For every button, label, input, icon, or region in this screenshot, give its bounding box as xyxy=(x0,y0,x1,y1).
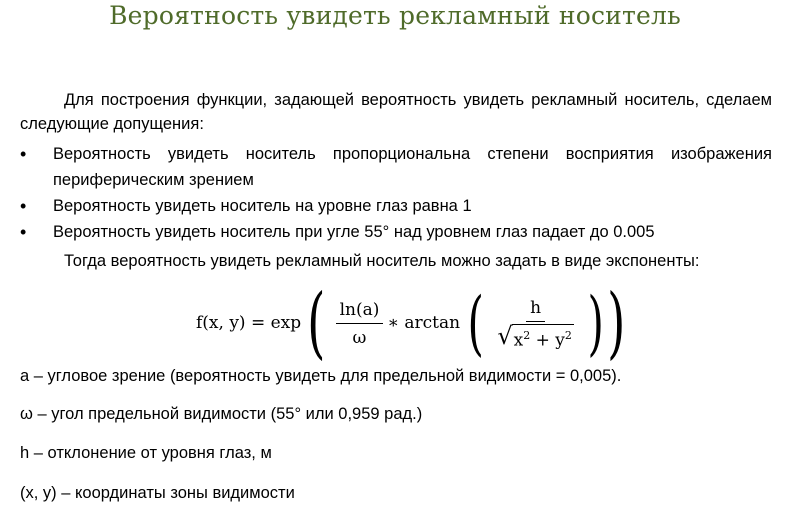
probability-formula xyxy=(196,278,632,368)
formula-paren-close: ) xyxy=(607,278,626,368)
formula-fraction-ln xyxy=(336,297,384,350)
assumptions-list xyxy=(20,141,772,245)
definition-a: a – угловое зрение (вероятность увидеть для предельной видимости = 0,005). xyxy=(20,367,622,385)
intro-paragraph: Для построения функции, задающей вероятность увидеть рекламный носитель, сделаем следующие допущения: xyxy=(20,91,772,133)
formula-denominator: ω xyxy=(352,327,367,348)
page-title: Вероятность увидеть рекламный носитель xyxy=(109,1,681,30)
list-item: • Вероятность увидеть носитель на уровне глаз равна 1 xyxy=(20,193,772,219)
definition-omega: ω – угол предельной видимости (55° или 0,959 рад.) xyxy=(20,405,423,423)
definition-h: h – отклонение от уровня глаз, м xyxy=(20,444,272,462)
sqrt-icon: √ xyxy=(497,321,513,350)
formula-paren-open: ( xyxy=(307,278,326,368)
formula-arctan: ∗ arctan xyxy=(387,313,461,333)
formula-fraction-h xyxy=(493,295,578,352)
formula-denominator-sqrt: √ $x^2 + y^2$ xyxy=(497,321,572,351)
formula-paren-close-inner: ) xyxy=(587,282,604,364)
list-item: • Вероятность увидеть носитель пропорциональна степени восприятия изображения периферическим зрением xyxy=(20,141,772,193)
formula-lhs: f(x, y) = exp xyxy=(196,313,302,333)
definition-xy: (x, y) – координаты зоны видимости xyxy=(20,484,295,502)
list-item: • Вероятность увидеть носитель при угле 55° над уровнем глаз падает до 0.005 xyxy=(20,219,772,245)
then-paragraph: Тогда вероятность увидеть рекламный носитель можно задать в виде экспоненты: xyxy=(64,252,700,270)
formula-paren-open-inner: ( xyxy=(467,282,484,364)
formula-numerator: ln(a) xyxy=(336,297,384,324)
formula-numerator-h: h xyxy=(526,295,545,322)
